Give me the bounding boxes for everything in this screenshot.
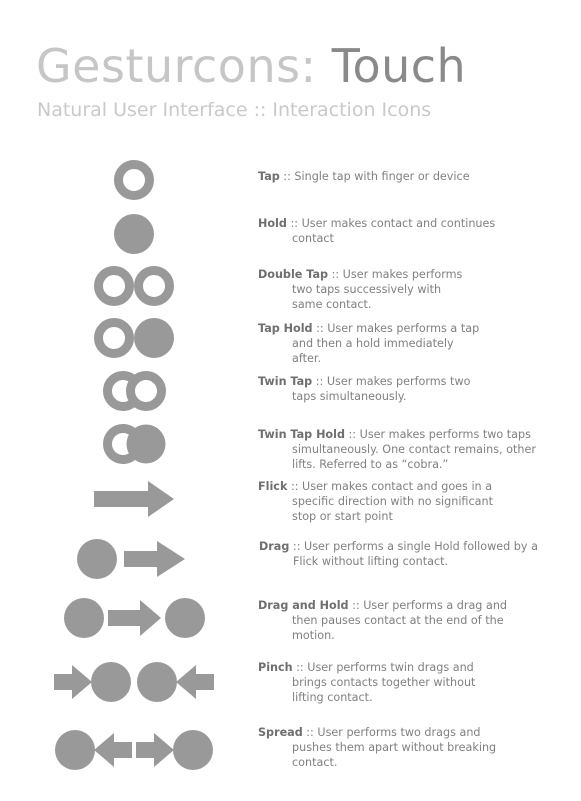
description-text: User performs twin drags and <box>307 661 474 674</box>
gesture-name: Flick <box>258 480 288 493</box>
gesture-description <box>258 267 462 312</box>
description-text: :: <box>312 375 327 388</box>
description-text: User makes performs two taps <box>359 428 531 441</box>
gesture-pinch <box>0 660 581 704</box>
description-text: :: <box>292 661 308 674</box>
gesture-twin-tap <box>0 370 581 412</box>
gesture-description-line: two taps successively with <box>292 283 442 296</box>
gesture-spread <box>0 728 581 772</box>
gesture-description-line: pushes them apart without breaking <box>292 741 497 754</box>
gesture-description-line: and then a hold immediately <box>292 337 454 350</box>
gesture-description <box>258 660 475 705</box>
description-text: :: <box>289 540 305 553</box>
gesture-description-line <box>258 374 470 389</box>
gesture-description-line <box>258 479 493 494</box>
page-subtitle: Natural User Interface :: Interaction Icons <box>37 99 432 121</box>
gesture-description-line <box>259 539 538 554</box>
spread-icon <box>0 728 260 772</box>
description-text: User makes contact and goes in a <box>302 480 493 493</box>
pinch-icon <box>0 660 260 704</box>
description-text: :: <box>279 170 295 183</box>
gesture-description-line <box>258 267 462 282</box>
description-text: User makes contact and continues <box>301 217 496 230</box>
tap-hold-icon <box>0 317 260 359</box>
gesture-tap <box>0 160 581 200</box>
gesture-description <box>258 427 536 472</box>
gesture-name: Tap <box>258 170 280 183</box>
gesture-description-line: motion. <box>292 629 335 642</box>
description-text: :: <box>348 599 364 612</box>
hold-icon <box>0 212 260 256</box>
description-text: Single tap with finger or device <box>294 170 470 183</box>
gesture-description <box>258 598 507 643</box>
page-title <box>36 38 466 94</box>
gesture-description-line <box>258 216 495 231</box>
gesture-description-line: simultaneously. One contact remains, other <box>292 443 536 456</box>
gesture-description-line: stop or start point <box>292 510 393 523</box>
gesture-double-tap <box>0 265 581 311</box>
gesture-description <box>258 374 470 404</box>
gesture-twin-tap-hold <box>0 422 581 471</box>
gesture-name: Drag and Hold <box>258 599 349 612</box>
gesture-description-line <box>258 169 470 184</box>
gesture-flick <box>0 477 581 521</box>
gesture-description-line: contact <box>292 232 334 245</box>
gesture-description-line: lifting contact. <box>292 691 373 704</box>
gesture-description <box>258 169 470 184</box>
description-text: :: <box>287 480 303 493</box>
twin-tap-icon <box>0 370 260 412</box>
gesture-description-line <box>258 660 475 675</box>
description-text: User performs a drag and <box>363 599 508 612</box>
gesture-description-line: taps simultaneously. <box>292 390 407 403</box>
description-text: :: <box>312 322 328 335</box>
tap-icon <box>0 160 260 200</box>
description-text: User performs a single Hold followed by a <box>304 540 538 553</box>
gesture-description-line: Flick without lifting contact. <box>293 555 449 568</box>
drag-icon <box>0 537 260 581</box>
gesture-description-line: same contact. <box>292 298 372 311</box>
description-text: User makes performs <box>342 268 463 281</box>
gesture-hold <box>0 212 581 256</box>
gesture-name: Pinch <box>258 661 293 674</box>
drag-and-hold-icon <box>0 596 260 640</box>
gesture-drag-and-hold <box>0 596 581 640</box>
gesture-description-line: brings contacts together without <box>292 676 476 689</box>
gesture-tap-hold <box>0 317 581 365</box>
gesture-name: Drag <box>259 540 290 553</box>
gesture-description-line <box>258 321 479 336</box>
gesture-description <box>258 216 495 246</box>
gesture-name: Double Tap <box>258 268 329 281</box>
description-text: :: <box>344 428 360 441</box>
gesture-drag <box>0 537 581 581</box>
gesture-name: Spread <box>258 726 303 739</box>
gesture-description-line: then pauses contact at the end of the <box>292 614 504 627</box>
gesture-name: Hold <box>258 217 287 230</box>
gesture-description <box>259 539 538 569</box>
gesture-description-line: lifts. Referred to as “cobra.” <box>292 458 449 471</box>
gesture-description-line: after. <box>292 352 321 365</box>
double-tap-icon <box>0 265 260 307</box>
gesture-description <box>258 479 493 524</box>
gesture-name: Twin Tap Hold <box>258 428 345 441</box>
gesture-description-line: specific direction with no significant <box>292 495 493 508</box>
gesture-description-line <box>258 427 536 442</box>
description-text: User makes performs two <box>326 375 471 388</box>
gesture-name: Tap Hold <box>258 322 313 335</box>
gesture-description <box>258 321 479 366</box>
gesture-description <box>258 725 496 770</box>
gesture-description-line <box>258 598 507 613</box>
description-text: User performs two drags and <box>317 726 481 739</box>
flick-icon <box>0 477 260 521</box>
title-prefix: Gesturcons: <box>36 39 317 93</box>
gesture-name: Twin Tap <box>258 375 313 388</box>
description-text: :: <box>328 268 343 281</box>
description-text: :: <box>286 217 302 230</box>
twin-tap-hold-icon <box>0 422 260 466</box>
description-text: :: <box>302 726 318 739</box>
title-main: Touch <box>331 39 467 93</box>
gesture-description-line <box>258 725 496 740</box>
gesture-description-line: contact. <box>292 756 338 769</box>
description-text: User makes performs a tap <box>327 322 480 335</box>
